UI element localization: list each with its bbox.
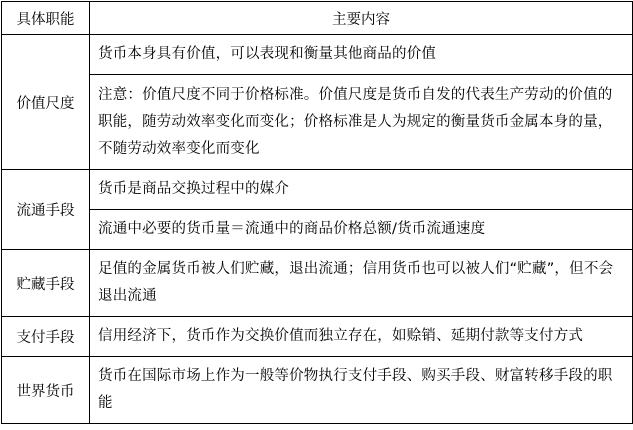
content-cell: 货币本身具有价值，可以表现和衡量其他商品的价值 [90,35,633,75]
table-row [2,75,633,170]
table-row [2,35,633,75]
table-header-row [2,2,633,35]
table-row [2,210,633,250]
content-cell: 足值的金属货币被人们贮藏，退出流通；信用货币也可以被人们“贮藏”，但不会退出流通 [90,250,633,317]
table-row [2,317,633,357]
content-cell: 流通中必要的货币量＝流通中的商品价格总额/货币流通速度 [90,210,633,250]
content-cell: 注意：价值尺度不同于价格标准。价值尺度是货币自发的代表生产劳动的价值的职能，随劳动效率变化而变化；价格标准是人为规定的衡量货币金属本身的量，不随劳动效率变化而变化 [90,75,633,170]
content-cell: 信用经济下，货币作为交换价值而独立存在，如赊销、延期付款等支付方式 [90,317,633,357]
function-payment: 支付手段 [2,317,90,357]
table-row [2,170,633,210]
table-row [2,357,633,424]
function-value-measure: 价值尺度 [2,35,90,170]
content-cell: 货币是商品交换过程中的媒介 [90,170,633,210]
money-functions-table [1,1,633,424]
function-world-money: 世界货币 [2,357,90,424]
function-circulation: 流通手段 [2,170,90,250]
content-cell: 货币在国际市场上作为一般等价物执行支付手段、购买手段、财富转移手段的职能 [90,357,633,424]
header-content: 主要内容 [90,2,633,35]
function-store-of-value: 贮藏手段 [2,250,90,317]
header-function: 具体职能 [2,2,90,35]
table-row [2,250,633,317]
